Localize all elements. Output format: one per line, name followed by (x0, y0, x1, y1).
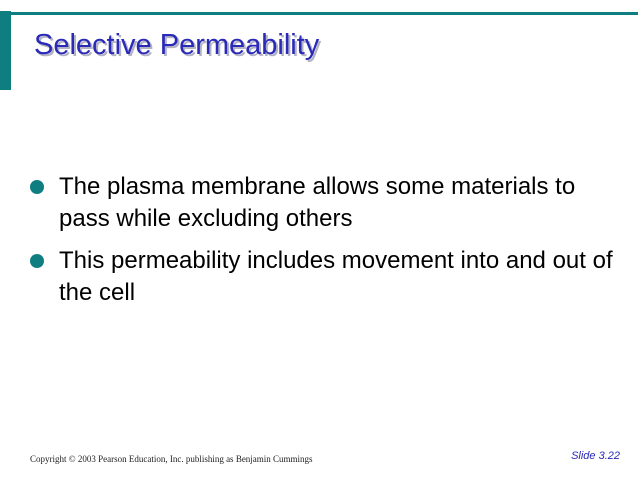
bullet-dot-icon (30, 254, 44, 268)
bullet-text: The plasma membrane allows some materials to pass while excluding others (59, 173, 576, 232)
copyright-notice: Copyright © 2003 Pearson Education, Inc. publishing as Benjamin Cummings (30, 454, 313, 464)
bullet-item (0, 245, 620, 309)
slide-number: Slide 3.22 (571, 450, 620, 462)
slide-title: Selective Permeability (34, 29, 320, 61)
top-rule (11, 12, 638, 15)
accent-bar (0, 11, 11, 90)
bullet-dot-icon (30, 180, 44, 194)
bullet-list (0, 171, 620, 319)
bullet-item (0, 171, 620, 235)
bullet-text: This permeability includes movement into and out of the cell (59, 247, 613, 306)
